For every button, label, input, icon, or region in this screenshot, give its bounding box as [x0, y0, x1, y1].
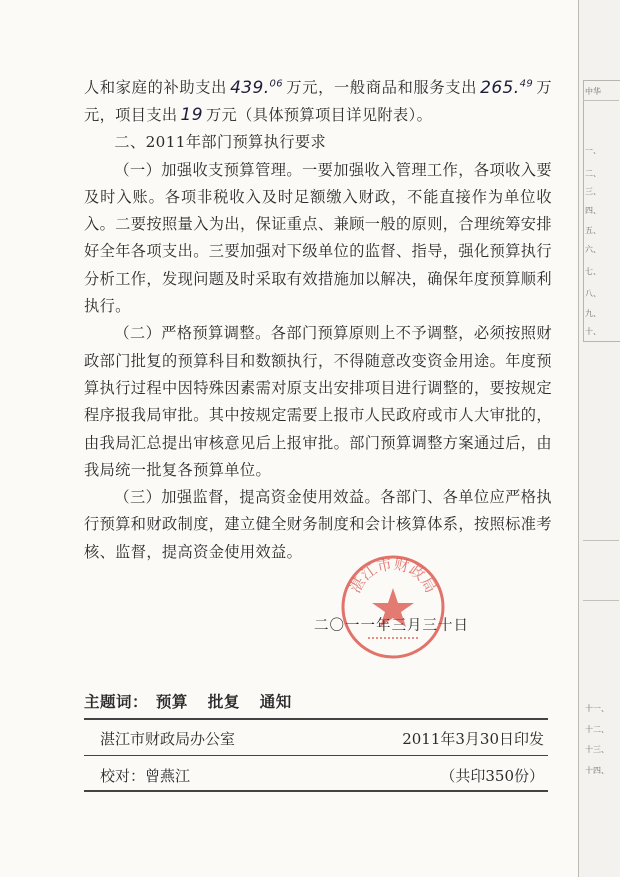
proofreader: 校对：曾燕江: [100, 767, 191, 785]
issuing-office-row: [100, 728, 544, 749]
paragraph-revenue-management: （一）加强收支预算管理。一要加强收入管理工作，各项收入要及时入账。各项非税收入及时足额缴入财政，不能直接作为单位收入。二要按照量入为出，保证重点、兼顾一般的原则，合理统筹安排好全年各项支出。三要加强对下级单位的监督、指导，强化预算执行分析工作，发现问题及时采取有效措施加以解决，确保年度预算顺利执行。: [84, 160, 552, 316]
keyword: 预算: [155, 693, 188, 711]
adjacent-page-edge: [578, 0, 620, 877]
edge-fragment: 中华: [585, 87, 601, 96]
edge-fragment: 十三、: [585, 745, 609, 754]
paragraph-budget-adjustment: （二）严格预算调整。各部门预算原则上不予调整，必须按照财政部门批复的预算科目和数额执行，不得随意改变资金用途。年度预算执行过程中因特殊因素需对原支出安排项目进行调整的，要按规定程序报我局审批。其中按规定需要上报市人民政府或市人大审批的，由我局汇总提出审核意见后上报审批。部门预算调整方案通过后，由我局统一批复各预算单位。: [84, 324, 552, 479]
keyword: 批复: [207, 693, 240, 711]
keywords-label: 主题词：: [84, 693, 149, 711]
edge-fragment: 八、: [585, 289, 601, 298]
edge-fragment: 二、: [585, 169, 601, 178]
document-body: [84, 70, 552, 566]
edge-fragment: 四、: [585, 206, 601, 215]
paragraph-supervision: （三）加强监督，提高资金使用效益。各部门、各单位应严格执行预算和财政制度，建立健全财务制度和会计核算体系，按照标准考核、监督，提高资金使用效益。: [84, 488, 552, 561]
edge-fragment: 九、: [585, 309, 601, 318]
handwritten-amount-3: 19: [180, 104, 203, 125]
official-seal: [338, 552, 448, 662]
document-date: 二〇一一年三月三十日: [314, 618, 469, 634]
keyword: 通知: [259, 693, 292, 711]
handwritten-amount-1: 439.06: [230, 77, 284, 98]
print-date: 2011年3月30日印发: [402, 730, 544, 748]
paragraph-budget-amounts: 人和家庭的补助支出 439.06 万元，一般商品和服务支出 265.49 万元，项目支出 19 万元（具体预算项目详见附表）。: [84, 77, 552, 125]
edge-fragment: 十一、: [585, 704, 609, 713]
edge-fragment: 六、: [585, 245, 601, 254]
divider-bottom: [84, 790, 548, 792]
issuing-office: 湛江市财政局办公室: [100, 730, 236, 748]
proofreader-row: [100, 765, 544, 786]
edge-fragment: 十二、: [585, 725, 609, 734]
edge-fragment: 十、: [585, 327, 601, 336]
edge-fragment: 一、: [585, 146, 601, 155]
divider-middle: [84, 755, 548, 756]
divider-top: [84, 718, 548, 720]
edge-fragment: 三、: [585, 187, 601, 196]
edge-fragment: 七、: [585, 267, 601, 276]
handwritten-amount-2: 265.49: [480, 77, 534, 98]
edge-fragment: 十四、: [585, 766, 609, 775]
svg-text:湛江市财政局: 湛江市财政局: [345, 555, 441, 597]
print-copies: （共印350份）: [440, 767, 544, 785]
section-heading-2: 二、2011年部门预算执行要求: [114, 133, 327, 152]
edge-fragment: 五、: [585, 226, 601, 235]
keywords-line: [84, 690, 306, 712]
